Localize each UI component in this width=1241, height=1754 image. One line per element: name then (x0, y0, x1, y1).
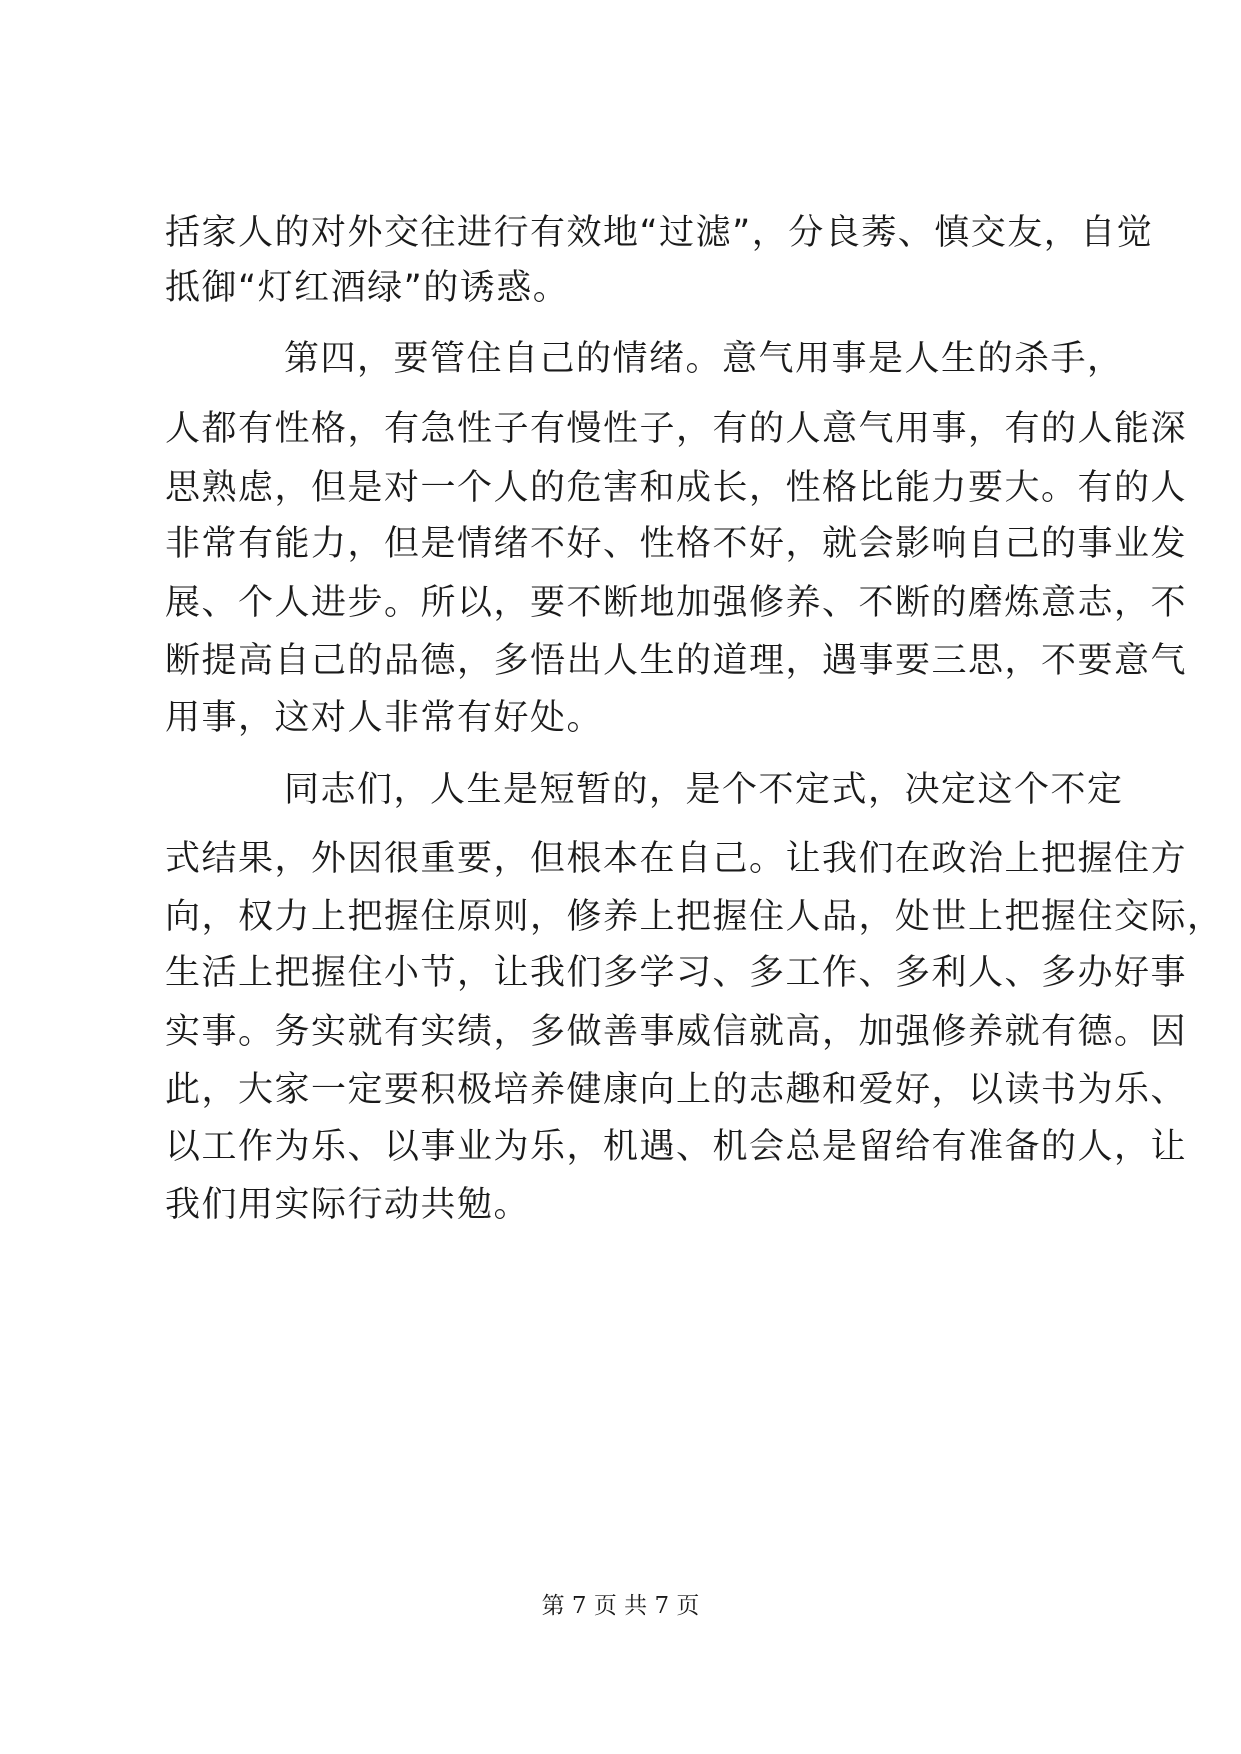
paragraph-line: 向，权力上把握住原则，修养上把握住人品，处世上把握住交际， (165, 897, 1224, 937)
paragraph-line: 此，大家一定要积极培养健康向上的志趣和爱好，以读书为乐、 (165, 1070, 1188, 1110)
paragraph-line: 式结果，外因很重要，但根本在自己。让我们在政治上把握住方 (165, 839, 1188, 879)
paragraph-line: 我们用实际行动共勉。 (165, 1185, 531, 1225)
paragraph-line: 以工作为乐、以事业为乐，机遇、机会总是留给有准备的人，让 (165, 1127, 1188, 1167)
paragraph-line: 思熟虑，但是对一个人的危害和成长，性格比能力要大。有的人 (165, 468, 1188, 508)
page-footer: 第 7 页 共 7 页 (541, 1593, 700, 1619)
paragraph-line: 用事，这对人非常有好处。 (165, 698, 604, 738)
paragraph-line: 断提高自己的品德，多悟出人生的道理，遇事要三思，不要意气 (165, 641, 1188, 681)
paragraph-line: 同志们，人生是短暂的，是个不定式，决定这个不定 (284, 770, 1124, 810)
paragraph-line: 人都有性格，有急性子有慢性子，有的人意气用事，有的人能深 (165, 409, 1188, 449)
paragraph-line: 第四，要管住自己的情绪。意气用事是人生的杀手， (284, 339, 1124, 379)
paragraph-line: 括家人的对外交往进行有效地“过滤”，分良莠、慎交友，自觉 (165, 213, 1154, 253)
paragraph-line: 生活上把握住小节，让我们多学习、多工作、多利人、多办好事 (165, 953, 1188, 993)
paragraph-line: 实事。务实就有实绩，多做善事威信就高，加强修养就有德。因 (165, 1012, 1188, 1052)
paragraph-line: 抵御“灯红酒绿”的诱惑。 (165, 268, 570, 308)
paragraph-line: 展、个人进步。所以，要不断地加强修养、不断的磨炼意志，不 (165, 583, 1188, 623)
paragraph-line: 非常有能力，但是情绪不好、性格不好，就会影响自己的事业发 (165, 524, 1188, 564)
